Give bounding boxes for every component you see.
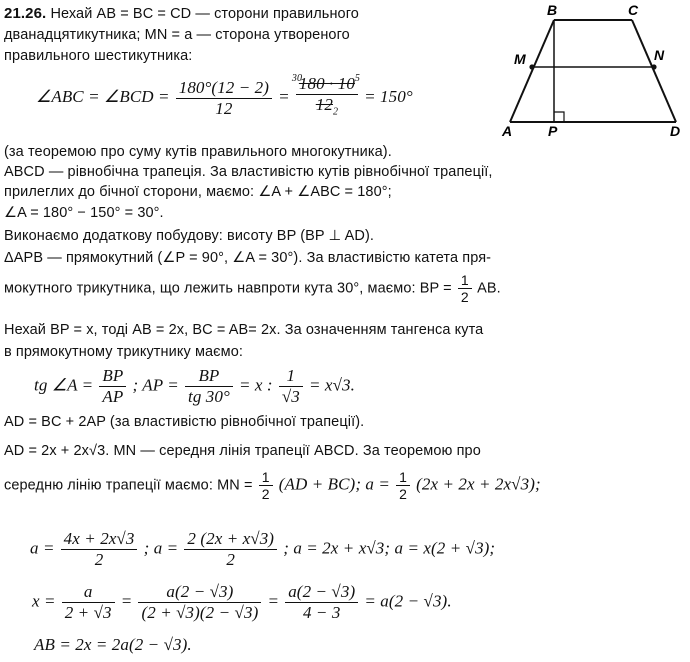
r2-num2: a(2 − √3)	[138, 582, 261, 603]
point-n	[651, 64, 656, 69]
label-m: M	[514, 51, 526, 67]
r1-num2: 2 (2x + x√3)	[184, 529, 277, 550]
half-den-1: 2	[460, 289, 469, 305]
text-l15c: (2x + 2x + 2x√3);	[416, 474, 541, 494]
r2-num: a	[62, 582, 115, 603]
text-l5: ABCD — рівнобічна трапеція. За властивістю кутів рівнобічної трапеції,	[4, 164, 493, 180]
line-l15	[4, 469, 541, 502]
r1-fraction-2	[184, 529, 277, 570]
eq1-equals: =	[278, 87, 290, 107]
r1-c: ; a = 2x + x√3; a = x(2 + √3);	[283, 538, 496, 558]
tg-den: AP	[102, 387, 124, 406]
text-l11: Нехай BP = x, тоді AB = 2x, BC = AB= 2x. За означенням тангенса кута	[4, 322, 484, 338]
side-ab	[510, 20, 554, 122]
r2-eq: =	[120, 591, 133, 611]
half-den-3: 2	[399, 486, 407, 502]
half-fraction-3	[396, 469, 410, 502]
ap-fraction	[185, 366, 233, 407]
r2-res: = a(2 − √3).	[364, 591, 452, 611]
tg-sep: ; AP =	[132, 375, 179, 395]
label-p: P	[548, 123, 558, 139]
ap-fraction-2	[279, 366, 303, 407]
r1-b: ; a =	[143, 538, 179, 558]
text-l15a: середню лінію трапеції маємо: MN =	[4, 477, 253, 494]
r1-a: a =	[30, 538, 55, 558]
eq1-left: ∠ABC = ∠BCD =	[36, 87, 170, 107]
eq1-sup-30: 30	[291, 73, 303, 84]
half-num-1: 1	[458, 272, 472, 289]
r2-eq2: =	[267, 591, 280, 611]
problem-number: 21.26.	[4, 5, 47, 22]
text-l10a: мокутного трикутника, що лежить навпроти кута 30°, маємо: BP =	[4, 280, 452, 297]
tg-num: BP	[99, 366, 126, 387]
text-l1: Нехай AB = BC = CD — сторони правильного	[50, 6, 359, 22]
final-line: AB = 2x = 2a(2 − √3).	[34, 635, 192, 654]
text-l15b: (AD + BC); a =	[278, 474, 390, 494]
eq1-denominator: 12	[215, 98, 233, 118]
text-l7: ∠A = 180° − 150° = 30°.	[4, 205, 164, 221]
text-l3: правильного шестикутника:	[4, 48, 193, 64]
r2-den3: 4 − 3	[302, 603, 341, 622]
ap-res: = x√3.	[309, 375, 355, 395]
r1-den: 2	[94, 550, 104, 569]
ap-den2: √3	[281, 387, 300, 406]
label-n: N	[654, 47, 665, 63]
eq1-fraction	[176, 78, 272, 119]
half-fraction-2	[259, 469, 273, 502]
tg-fraction	[99, 366, 126, 407]
text-l14: AD = 2x + 2x√3. MN — середня лінія трапеції ABCD. За теоремою про	[4, 443, 481, 459]
ap-mid: = x :	[239, 375, 273, 395]
label-a: A	[502, 123, 513, 139]
equation-tg	[34, 366, 355, 407]
equation-row-1	[30, 529, 495, 570]
r2-den: 2 + √3	[64, 603, 112, 622]
r1-fraction	[61, 529, 138, 570]
r2-den2: (2 + √3)(2 − √3)	[141, 603, 259, 622]
line-1	[4, 5, 359, 23]
right-angle-mark	[554, 112, 564, 122]
trapezoid-figure	[490, 0, 690, 140]
half-fraction-1	[458, 272, 472, 305]
ap-den: tg 30°	[188, 387, 230, 406]
r1-den2: 2	[226, 550, 236, 569]
text-l2: дванадцятикутника; MN = a — сторона утвореного	[4, 27, 350, 43]
label-d: D	[670, 123, 681, 139]
text-l4: (за теоремою про суму кутів правильного многокутника).	[4, 144, 392, 160]
label-c: C	[628, 2, 639, 18]
r2-fraction	[62, 582, 115, 623]
ap-num: BP	[185, 366, 233, 387]
eq1-denominator-2-wrap	[296, 95, 358, 122]
tg-left: tg ∠A =	[34, 375, 94, 395]
r2-a: x =	[32, 591, 56, 611]
text-l6: прилеглих до бічної сторони, маємо: ∠A + ∠ABC = 180°;	[4, 184, 392, 200]
r2-num3: a(2 − √3)	[285, 582, 358, 603]
text-l9: ΔAPB — прямокутний (∠P = 90°, ∠A = 30°). За властивістю катета пря-	[4, 250, 492, 266]
r2-fraction-2	[138, 582, 261, 623]
eq1-numerator-2: 180 · 10	[296, 74, 358, 95]
label-b: B	[547, 2, 558, 18]
half-num-2: 1	[259, 469, 273, 486]
eq1-result: = 150°	[364, 87, 413, 107]
line-l10	[4, 272, 501, 305]
ap-num2: 1	[279, 366, 303, 387]
eq1-sup-5: 5	[354, 73, 360, 84]
eq1-denominator-2: 12	[315, 95, 333, 114]
text-l10b: AB.	[477, 280, 501, 297]
half-num-3: 1	[396, 469, 410, 486]
text-l12: в прямокутному трикутнику маємо:	[4, 344, 244, 360]
point-m	[529, 64, 534, 69]
text-l8: Виконаємо додаткову побудову: висоту BP (BP ⊥ AD).	[4, 228, 374, 244]
r2-fraction-3	[285, 582, 358, 623]
half-den-2: 2	[261, 486, 270, 502]
eq1-numerator: 180°(12 − 2)	[176, 78, 272, 99]
r1-num: 4x + 2x√3	[61, 529, 138, 550]
eq1-sub-2: 2	[332, 106, 339, 118]
equation-abc	[36, 74, 413, 122]
eq1-fraction-2	[291, 73, 360, 122]
side-cd	[632, 20, 676, 122]
text-l13: AD = BC + 2AP (за властивістю рівнобічної трапеції).	[4, 414, 365, 430]
equation-row-2	[32, 582, 452, 623]
